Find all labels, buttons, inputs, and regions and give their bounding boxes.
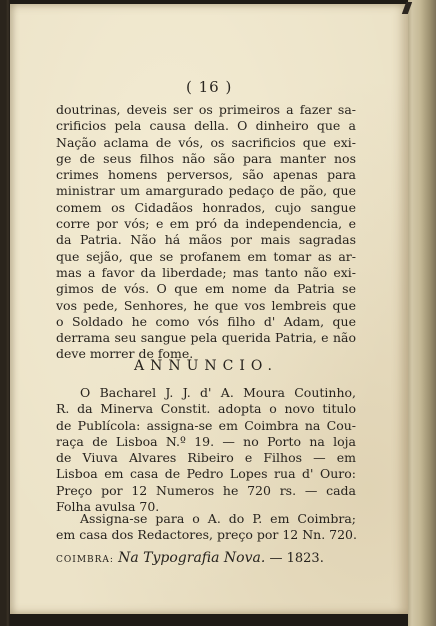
- text-line: de Publícola: assigna-se em Coimbra na Cou-: [56, 417, 356, 433]
- text-line: vos pede, Senhores, he que vos lembreis que: [56, 297, 356, 313]
- text-line: ge de seus filhos não são para manter nos: [56, 150, 356, 166]
- text-line: O Bacharel J. J. d' A. Moura Coutinho,: [80, 385, 356, 400]
- text-line: gimos de vós. O que em nome da Patria se: [56, 281, 356, 297]
- text-line: doutrinas, deveis ser os primeiros a fazer sa-: [56, 102, 356, 117]
- text-line: mas a favor da liberdade; mas tanto não exi-: [56, 264, 356, 280]
- imprint-year: 1823.: [286, 551, 324, 566]
- imprint-city: COIMBRA:: [56, 555, 114, 565]
- imprint-press: Na Typografia Nova.: [118, 550, 266, 566]
- text-line: crimes homens perversos, são apenas para: [56, 167, 356, 183]
- text-line: Assigna-se para o A. do P. em Coimbra;: [80, 511, 356, 526]
- announcement-heading: ANNUNCIO.: [133, 358, 278, 374]
- text-line: em casa dos Redactores, preço por 12 Nn. 720.: [56, 527, 357, 543]
- text-line: o Soldado he como vós filho d' Adam, que: [56, 313, 356, 329]
- page-number: ( 16 ): [186, 78, 233, 96]
- main-text: [56, 102, 356, 363]
- text-line: da Patria. Não há mãos por mais sagradas: [56, 232, 356, 248]
- announcement-paragraph: [56, 385, 356, 515]
- imprint-dash: —: [269, 551, 283, 566]
- text-line: derrama seu sangue pela querida Patria, e não: [56, 330, 356, 346]
- page-edge: [408, 0, 436, 626]
- text-line: Folha avulsa 70.: [56, 499, 160, 515]
- text-line: Nação aclama de vós, os sacrificios que exi-: [56, 134, 356, 150]
- text-line: R. da Minerva Constit. adopta o novo titulo: [56, 401, 356, 417]
- text-line: crificios pela causa della. O dinheiro que a: [56, 118, 356, 134]
- text-line: deve morrer de fome.: [56, 346, 194, 362]
- text-line: comem os Cidadãos honrados, cujo sangue: [56, 199, 356, 215]
- text-line: de Viuva Alvares Ribeiro e Filhos — em: [56, 450, 356, 466]
- text-line: ministrar um amargurado pedaço de pão, que: [56, 183, 356, 199]
- text-line: Preço por 12 Numeros he 720 rs. — cada: [56, 482, 356, 498]
- text-line: corre por vós; e em pró da independencia, e: [56, 216, 356, 232]
- subscription-paragraph: [56, 511, 356, 544]
- imprint-line: [56, 550, 356, 566]
- text-line: que sejão, que se profanem em tomar as ar-: [56, 248, 356, 264]
- text-line: Lisboa em casa de Pedro Lopes rua d' Ouro:: [56, 466, 356, 482]
- text-line: raça de Lisboa N.º 19. — no Porto na loja: [56, 433, 356, 449]
